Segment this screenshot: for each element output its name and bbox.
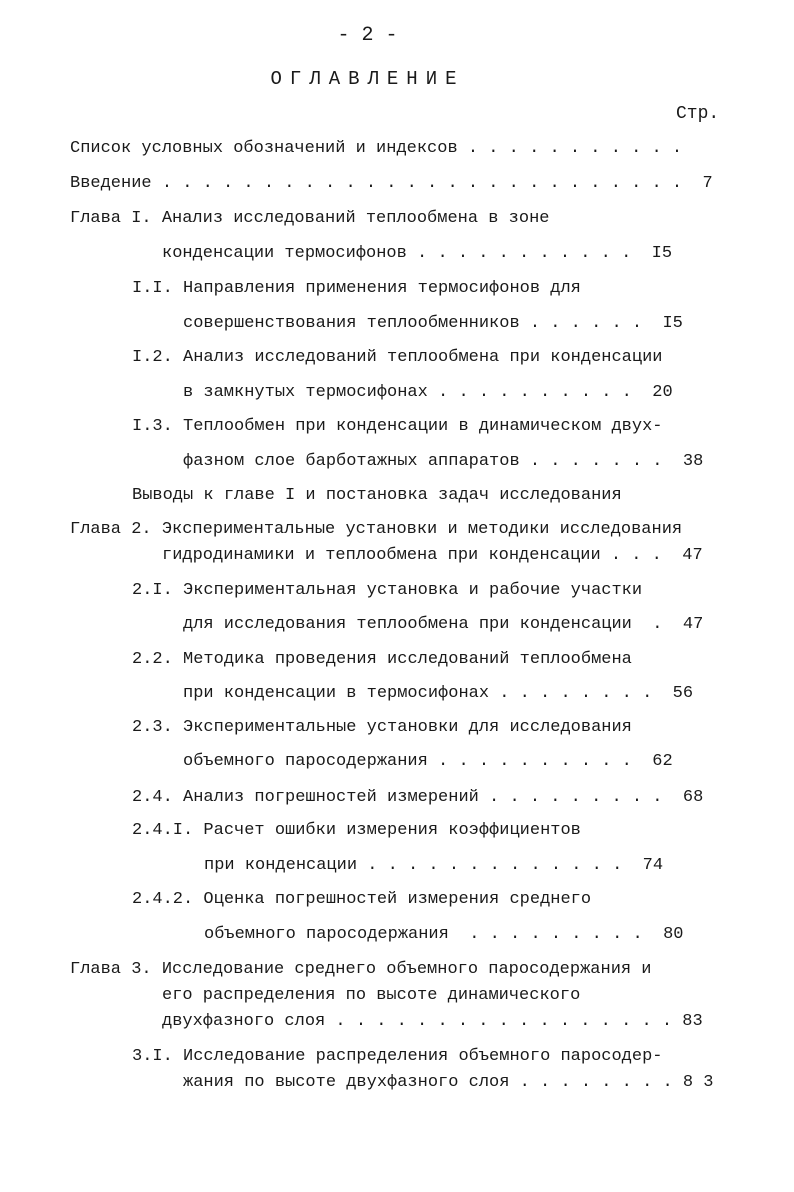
toc-line: совершенствования теплообменников . . . . . . I5 [183,314,683,333]
toc-line: гидродинамики и теплообмена при конденсации . . . 47 [162,546,703,565]
toc-line: 2.I. Экспериментальная установка и рабочие участки [132,581,643,600]
toc-line: Введение . . . . . . . . . . . . . . . . . . . . . . . . . . 7 [70,174,713,193]
toc-line: объемного паросодержания . . . . . . . . . 80 [204,925,684,944]
toc-line: I.I. Направления применения термосифонов для [132,279,581,298]
toc-line: I.2. Анализ исследований теплообмена при конденсации [132,348,663,367]
toc-line: Глава 2. Экспериментальные установки и методики исследования [70,520,683,539]
toc-line: Глава 3. Исследование среднего объемного паросодержания и [70,960,652,979]
toc-line: Глава I. Анализ исследований теплообмена в зоне [70,209,550,228]
toc-line: 2.3. Экспериментальные установки для исследования [132,718,632,737]
toc-line: Список условных обозначений и индексов . . . . . . . . . . . [70,139,683,158]
toc-line: конденсации термосифонов . . . . . . . . . . . I5 [162,244,673,263]
page-number: - 2 - [337,24,398,47]
toc-line: 2.2. Методика проведения исследований теплообмена [132,650,632,669]
toc-line: жания по высоте двухфазного слоя . . . . . . . . 8 3 [183,1073,714,1092]
toc-line: в замкнутых термосифонах . . . . . . . . . . 20 [183,383,673,402]
toc-line: двухфазного слоя . . . . . . . . . . . . . . . . . 83 [162,1012,703,1031]
toc-line: для исследования теплообмена при конденсации . 47 [183,615,704,634]
toc-line: I.3. Теплообмен при конденсации в динамическом двух- [132,417,663,436]
toc-line: объемного паросодержания . . . . . . . . . . 62 [183,752,673,771]
toc-line: 2.4.2. Оценка погрешностей измерения среднего [132,890,592,909]
toc-line: фазном слое барботажных аппаратов . . . . . . . 38 [183,452,704,471]
toc-line: 2.4.I. Расчет ошибки измерения коэффициентов [132,821,581,840]
toc-line: при конденсации . . . . . . . . . . . . . 74 [204,856,664,875]
toc-line: 3.I. Исследование распределения объемного паросодер- [132,1047,663,1066]
toc-line: его распределения по высоте динамического [162,986,581,1005]
toc-line: 2.4. Анализ погрешностей измерений . . . . . . . . . 68 [132,788,704,807]
page-title: ОГЛАВЛЕНИЕ [270,68,465,90]
page-column-label: Стр. [676,104,720,124]
toc-line: при конденсации в термосифонах . . . . . . . . 56 [183,684,694,703]
toc-line: Выводы к главе I и постановка задач исследования [132,486,622,505]
